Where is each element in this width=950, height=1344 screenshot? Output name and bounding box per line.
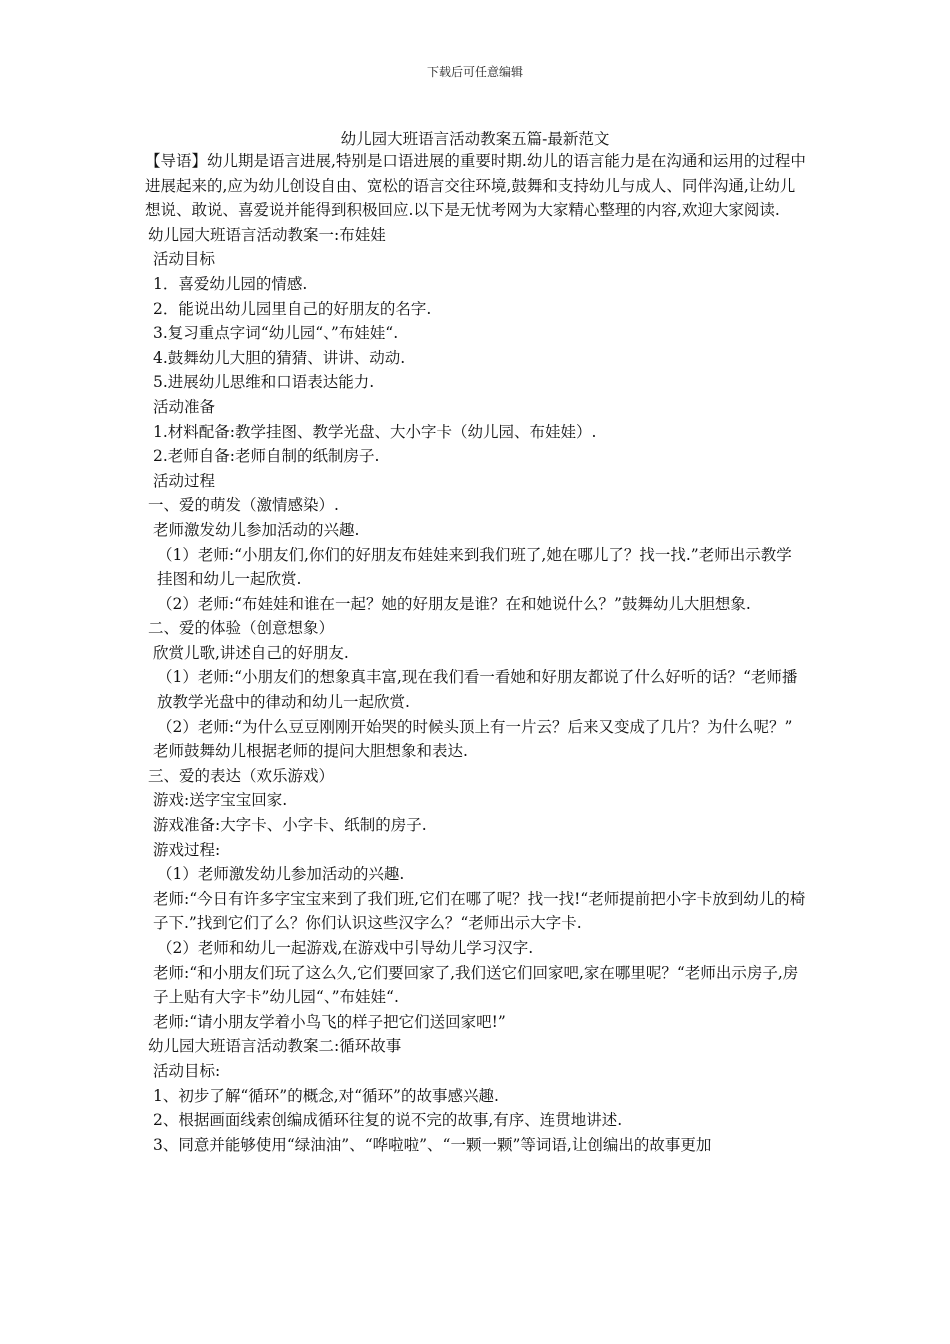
- paragraph: （1）老师激发幼儿参加活动的兴趣.: [157, 865, 405, 884]
- paragraph: 三、爱的表达（欢乐游戏）: [148, 766, 335, 785]
- paragraph: 活动准备: [153, 397, 216, 416]
- paragraph: 1.材料配备:教学挂图、教学光盘、大小字卡（幼儿园、布娃娃）.: [153, 422, 597, 441]
- paragraph: 活动目标: [153, 250, 216, 269]
- paragraph: 4.鼓舞幼儿大胆的猜猜、讲讲、动动.: [153, 348, 406, 367]
- paragraph: （1）老师:“小朋友们,你们的好朋友布娃娃来到我们班了,她在哪儿了？找一找.”老师出示教学挂图和幼儿一起欣赏.: [157, 545, 792, 589]
- paragraph: 二、爱的体验（创意想象）: [148, 619, 335, 638]
- paragraph: 一、爱的萌发（激情感染）.: [148, 496, 339, 515]
- paragraph: （2）老师:“为什么豆豆刚刚开始哭的时候头顶上有一片云？后来又变成了几片？为什么呢？”: [157, 717, 793, 736]
- paragraph: 2．能说出幼儿园里自己的好朋友的名字.: [153, 299, 432, 318]
- paragraph: 游戏:送字宝宝回家.: [153, 791, 288, 810]
- paragraph: 1．喜爱幼儿园的情感.: [153, 274, 308, 293]
- paragraph: （1）老师:“小朋友们的想象真丰富,现在我们看一看她和好朋友都说了什么好听的话？“老师播放教学光盘中的律动和幼儿一起欣赏.: [157, 668, 798, 712]
- header-note: 下载后可任意编辑: [426, 65, 523, 79]
- paragraph: 老师鼓舞幼儿根据老师的提问大胆想象和表达.: [153, 742, 468, 761]
- paragraph: 老师:“和小朋友们玩了这么久,它们要回家了,我们送它们回家吧,家在哪里呢？“老师出示房子,房子上贴有大字卡”幼儿园“、”布娃娃“.: [153, 963, 799, 1007]
- document-body: [145, 149, 807, 1157]
- paragraph: （2）老师:“布娃娃和谁在一起？她的好朋友是谁？在和她说什么？”鼓舞幼儿大胆想象.: [157, 594, 751, 613]
- paragraph: 幼儿园大班语言活动教案二:循环故事: [148, 1037, 402, 1056]
- paragraph: 老师:“今日有许多字宝宝来到了我们班,它们在哪了呢？找一找!“老师提前把小字卡放到幼儿的椅子下.”找到它们了么？你们认识这些汉字么？“老师出示大字卡.: [153, 889, 806, 933]
- paragraph: 活动目标:: [153, 1061, 221, 1080]
- paragraph: 3、同意并能够使用“绿油油”、“哗啦啦”、“一颗一颗”等词语,让创编出的故事更加: [153, 1135, 712, 1154]
- paragraph: 2.老师自备:老师自制的纸制房子.: [153, 447, 380, 466]
- paragraph: 欣赏儿歌,讲述自己的好朋友.: [153, 643, 349, 662]
- paragraph: 1、初步了解“循环”的概念,对“循环”的故事感兴趣.: [153, 1086, 499, 1105]
- paragraph: 老师激发幼儿参加活动的兴趣.: [153, 520, 360, 539]
- paragraph: 幼儿园大班语言活动教案一:布娃娃: [148, 225, 386, 244]
- document-title: 幼儿园大班语言活动教案五篇-最新范文: [340, 130, 610, 148]
- paragraph: 游戏过程:: [153, 840, 221, 859]
- paragraph: 2、根据画面线索创编成循环往复的说不完的故事,有序、连贯地讲述.: [153, 1111, 623, 1130]
- paragraph: 游戏准备:大字卡、小字卡、纸制的房子.: [153, 816, 427, 835]
- paragraph: 老师:“请小朋友学着小鸟飞的样子把它们送回家吧!”: [153, 1012, 506, 1031]
- paragraph: 5.进展幼儿思维和口语表达能力.: [153, 373, 375, 392]
- paragraph: 活动过程: [153, 471, 216, 490]
- paragraph: 【导语】幼儿期是语言进展,特别是口语进展的重要时期.幼儿的语言能力是在沟通和运用的过程中进展起来的,应为幼儿创设自由、宽松的语言交往环境,鼓舞和支持幼儿与成人、同伴沟通,让幼儿想说、敢说、喜爱说并能得到积极回应.以下是无忧考网为大家精心整理的内容,欢迎大家阅读.: [145, 152, 806, 220]
- paragraph: （2）老师和幼儿一起游戏,在游戏中引导幼儿学习汉字.: [157, 939, 534, 957]
- paragraph: 3.复习重点字词“幼儿园“、”布娃娃“.: [153, 324, 399, 343]
